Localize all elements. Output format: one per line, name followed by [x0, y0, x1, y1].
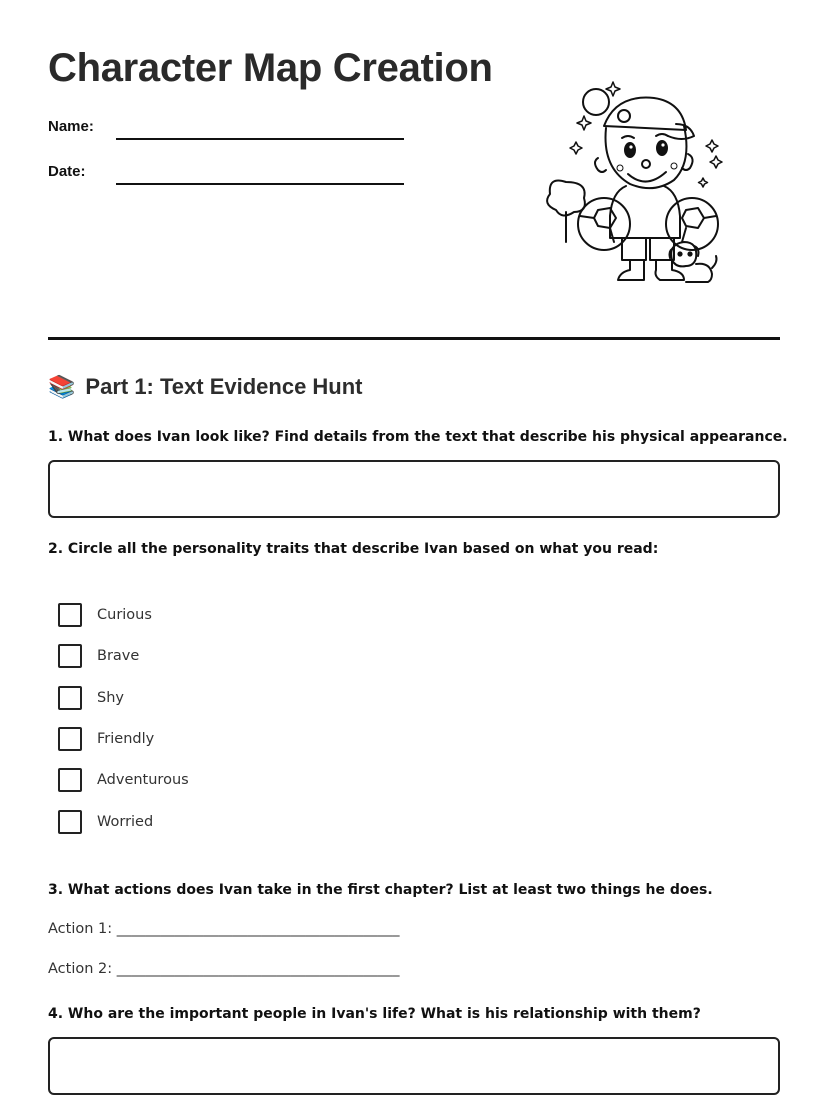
- checkbox[interactable]: [58, 644, 82, 668]
- date-label: Date:: [48, 163, 86, 180]
- question-1: 1. What does Ivan look like? Find details from the text that describe his physical appearance.: [48, 429, 788, 445]
- action-1-field[interactable]: Action 1: _______________________________________: [48, 921, 400, 937]
- name-field[interactable]: [116, 138, 404, 140]
- question-4-answer-box[interactable]: [48, 1037, 780, 1095]
- trait-option[interactable]: [58, 644, 139, 668]
- part1-heading: [48, 374, 363, 400]
- question-3: 3. What actions does Ivan take in the first chapter? List at least two things he does.: [48, 882, 713, 898]
- trait-label: Friendly: [97, 731, 155, 747]
- trait-label: Shy: [97, 690, 124, 706]
- question-1-answer-box[interactable]: [48, 460, 780, 518]
- checkbox[interactable]: [58, 686, 82, 710]
- trait-option[interactable]: [58, 727, 154, 751]
- books-icon: 📚: [48, 374, 76, 399]
- question-2: 2. Circle all the personality traits that describe Ivan based on what you read:: [48, 541, 659, 557]
- part1-title: Part 1: Text Evidence Hunt: [85, 374, 363, 399]
- trait-label: Worried: [97, 814, 154, 830]
- header-divider: [48, 337, 780, 340]
- name-label: Name:: [48, 118, 94, 135]
- trait-option[interactable]: [58, 686, 124, 710]
- boy-soccer-illustration: [538, 78, 728, 290]
- date-field[interactable]: [116, 183, 404, 185]
- trait-option[interactable]: [58, 810, 153, 834]
- action-2-field[interactable]: Action 2: _______________________________________: [48, 961, 400, 977]
- page-title: Character Map Creation: [48, 46, 493, 90]
- trait-option[interactable]: [58, 768, 189, 792]
- checkbox[interactable]: [58, 603, 82, 627]
- trait-label: Adventurous: [97, 772, 189, 788]
- trait-option[interactable]: [58, 603, 152, 627]
- checkbox[interactable]: [58, 768, 82, 792]
- trait-label: Brave: [97, 648, 140, 664]
- checkbox[interactable]: [58, 810, 82, 834]
- trait-label: Curious: [97, 607, 152, 623]
- checkbox[interactable]: [58, 727, 82, 751]
- question-4: 4. Who are the important people in Ivan's life? What is his relationship with them?: [48, 1006, 701, 1022]
